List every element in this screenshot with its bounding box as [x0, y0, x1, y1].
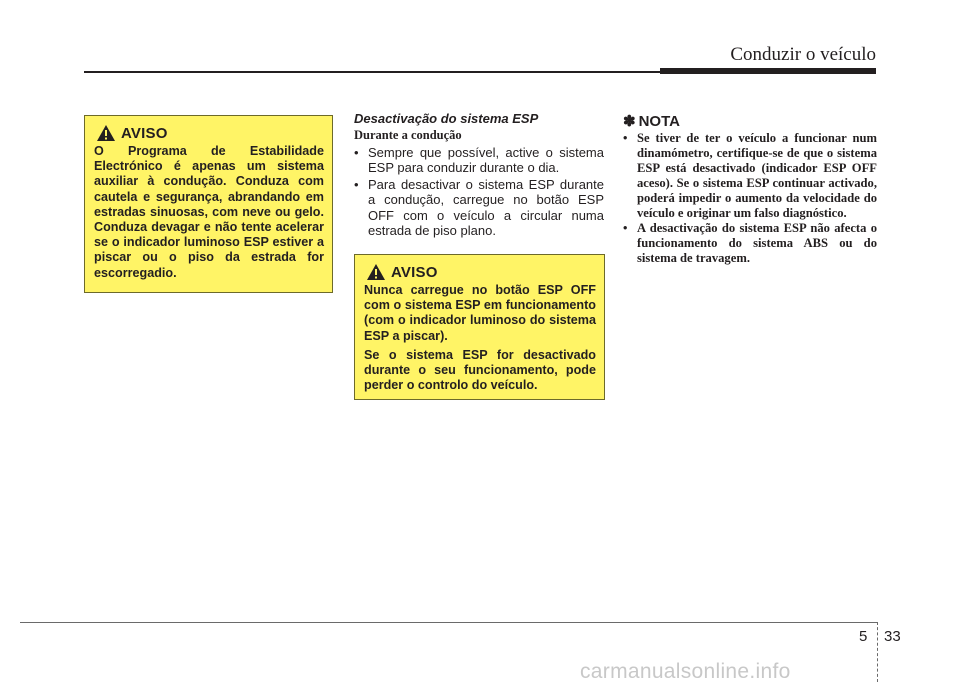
warning-text: Nunca carregue no botão ESP OFF com o sistema ESP em funcionamento (com o indicador luminoso do sistema ESP a piscar).	[364, 283, 596, 343]
footer-divider	[877, 622, 878, 682]
chapter-number: 5	[859, 628, 868, 645]
nota-title: NOTA	[638, 112, 680, 130]
header-rule-thin	[84, 71, 664, 73]
warning-header	[96, 123, 324, 143]
nota-bullet-list	[623, 131, 877, 266]
warning-triangle-icon	[96, 124, 116, 142]
warning-header	[366, 262, 596, 282]
section-title: Desactivação do sistema ESP	[354, 111, 539, 126]
warning-text: O Programa de Estabilidade Electrónico é apenas um sistema auxiliar à condução. Conduza com cautela e segurança, abrandando em estradas sinuosas, com neve ou gelo. Conduza devagar e não tente acelerar se o indicador luminoso ESP estiver a piscar ou o piso da estrada for escorregadio.	[94, 144, 324, 280]
list-item: • Se tiver de ter o veículo a funcionar num dinamómetro, certifique-se de que o sistema ESP está desactivado (indicador ESP OFF aceso). Se o sistema ESP continuar activado, poderá impedir o aumento da velocidade do veículo e originar um falso diagnóstico.	[623, 131, 877, 221]
warning-text: Se o sistema ESP for desactivado durante o seu funcionamento, pode perder o controlo do veículo.	[364, 347, 596, 393]
warning-box-middle	[354, 254, 605, 400]
section-subtitle: Durante a condução	[354, 128, 462, 142]
header-rule-thick	[660, 68, 876, 74]
watermark-text: carmanualsonline.info	[580, 660, 791, 683]
list-item: • A desactivação do sistema ESP não afecta o funcionamento do sistema ABS ou do sistema de travagem.	[623, 221, 877, 266]
asterisk-note-icon: ✽	[623, 113, 636, 130]
list-item: • Sempre que possível, active o sistema ESP para conduzir durante o dia.	[354, 145, 604, 176]
list-item: • Para desactivar o sistema ESP durante a condução, carregue no botão ESP OFF com o veículo a circular numa estrada de piso plano.	[354, 177, 604, 239]
footer-rule	[20, 622, 878, 623]
middle-bullet-list	[354, 145, 604, 239]
warning-triangle-icon	[366, 263, 386, 281]
page-number: 33	[884, 628, 901, 645]
nota-heading	[623, 112, 680, 130]
warning-title: AVISO	[391, 263, 438, 281]
warning-box-left	[84, 115, 333, 293]
page-header-title: Conduzir o veículo	[730, 44, 876, 65]
warning-title: AVISO	[121, 124, 168, 142]
